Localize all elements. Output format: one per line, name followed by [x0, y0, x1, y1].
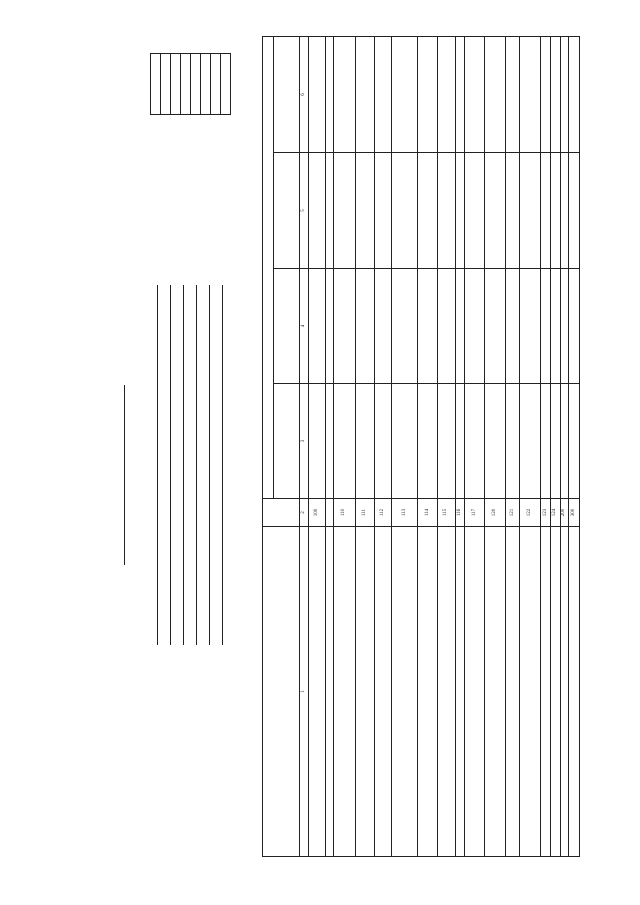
- value-cell[interactable]: [541, 153, 551, 269]
- row-code: 123: [541, 499, 551, 527]
- value-cell[interactable]: [391, 153, 418, 269]
- okei-label: [220, 119, 230, 205]
- field-underline: [183, 285, 184, 645]
- value-cell[interactable]: [334, 269, 356, 384]
- table-row: [455, 37, 465, 857]
- value-cell[interactable]: [569, 37, 580, 153]
- form-label: [160, 119, 170, 205]
- value-cell[interactable]: [437, 37, 455, 153]
- value-cell[interactable]: [465, 269, 484, 384]
- value-cell[interactable]: [308, 153, 325, 269]
- code-row-label: [210, 119, 220, 205]
- value-cell[interactable]: [506, 37, 519, 153]
- col-number: 5: [300, 153, 308, 269]
- value-cell[interactable]: [334, 153, 356, 269]
- obligations-table: [262, 36, 580, 857]
- header-col6: [273, 37, 300, 153]
- value-cell[interactable]: [519, 153, 541, 269]
- value-cell[interactable]: [569, 384, 580, 499]
- row-code: 112: [375, 499, 392, 527]
- codes-header-spacer: [150, 119, 160, 205]
- value-cell[interactable]: [550, 153, 560, 269]
- row-label: [569, 527, 580, 857]
- date-label: [170, 119, 180, 205]
- value-cell[interactable]: [541, 269, 551, 384]
- value-cell[interactable]: [437, 269, 455, 384]
- table-row: [437, 37, 455, 857]
- row-code: [325, 499, 333, 527]
- value-cell[interactable]: [325, 384, 333, 499]
- table-row: [484, 37, 506, 857]
- value-cell[interactable]: [560, 269, 568, 384]
- value-cell[interactable]: [560, 37, 568, 153]
- row-label: [391, 527, 418, 857]
- row-code: 111: [355, 499, 374, 527]
- value-cell[interactable]: [375, 153, 392, 269]
- row-code: 121: [506, 499, 519, 527]
- table-row: [334, 37, 356, 857]
- unit-row: [231, 545, 249, 845]
- value-cell[interactable]: [455, 269, 465, 384]
- table-row: [465, 37, 484, 857]
- row-label: [519, 527, 541, 857]
- value-cell[interactable]: [391, 269, 418, 384]
- value-cell[interactable]: [550, 384, 560, 499]
- value-cell[interactable]: [375, 384, 392, 499]
- header-col5: [273, 153, 300, 269]
- row-label: [550, 527, 560, 857]
- row-code: 100: [308, 499, 325, 527]
- code-row-value: [181, 54, 191, 114]
- value-cell[interactable]: [418, 384, 437, 499]
- value-cell[interactable]: [418, 153, 437, 269]
- row-label: [325, 527, 333, 857]
- row-label: [355, 527, 374, 857]
- row-label: [465, 527, 484, 857]
- table-row: [569, 37, 580, 857]
- value-cell[interactable]: [560, 153, 568, 269]
- value-cell[interactable]: [437, 384, 455, 499]
- value-cell[interactable]: [484, 384, 506, 499]
- row-label: [506, 527, 519, 857]
- code-row-value: [191, 54, 201, 114]
- header-col4: [273, 269, 300, 384]
- value-cell[interactable]: [375, 37, 392, 153]
- row-label: [418, 527, 437, 857]
- header-field: [161, 285, 174, 845]
- header-field: [148, 285, 161, 845]
- value-cell[interactable]: [455, 153, 465, 269]
- value-cell[interactable]: [465, 37, 484, 153]
- table-row: [308, 37, 325, 857]
- value-cell[interactable]: [455, 384, 465, 499]
- codes-labels: [150, 119, 230, 205]
- value-cell[interactable]: [355, 269, 374, 384]
- value-cell[interactable]: [519, 37, 541, 153]
- row-label: [560, 527, 568, 857]
- field-underline: [170, 285, 171, 645]
- value-cell[interactable]: [550, 269, 560, 384]
- col-number: 4: [300, 269, 308, 384]
- table-row: [375, 37, 392, 857]
- value-cell[interactable]: [391, 384, 418, 499]
- value-cell[interactable]: [325, 269, 333, 384]
- value-cell[interactable]: [418, 269, 437, 384]
- value-cell[interactable]: [375, 269, 392, 384]
- row-code: 200: [560, 499, 568, 527]
- header-field: [200, 285, 213, 845]
- header-group: [263, 37, 274, 499]
- value-cell[interactable]: [465, 384, 484, 499]
- row-label: [308, 527, 325, 857]
- table-row: [418, 37, 437, 857]
- codes-box: [150, 53, 231, 115]
- table-row: [506, 37, 519, 857]
- field-underline: [209, 285, 210, 645]
- row-code: 124: [550, 499, 560, 527]
- col-number: 3: [300, 384, 308, 499]
- value-cell[interactable]: [569, 153, 580, 269]
- value-cell[interactable]: [355, 153, 374, 269]
- row-code: 113: [391, 499, 418, 527]
- value-cell[interactable]: [560, 384, 568, 499]
- header-name: [263, 527, 300, 857]
- value-cell[interactable]: [506, 384, 519, 499]
- header-fields: [148, 285, 226, 845]
- code-row-value: [211, 54, 221, 114]
- value-cell[interactable]: [355, 384, 374, 499]
- value-cell[interactable]: [506, 153, 519, 269]
- row-code: 122: [519, 499, 541, 527]
- value-cell[interactable]: [325, 37, 333, 153]
- value-cell[interactable]: [391, 37, 418, 153]
- value-cell[interactable]: [569, 269, 580, 384]
- field-underline: [157, 285, 158, 645]
- value-cell[interactable]: [519, 384, 541, 499]
- row-code: 114: [418, 499, 437, 527]
- row-code: 116: [455, 499, 465, 527]
- table-row: [391, 37, 418, 857]
- code-row-value: [201, 54, 211, 114]
- row-code: 120: [484, 499, 506, 527]
- value-cell[interactable]: [484, 153, 506, 269]
- value-cell[interactable]: [541, 384, 551, 499]
- row-label: [455, 527, 465, 857]
- header-code: [263, 499, 300, 527]
- header-col3: [273, 384, 300, 499]
- row-label: [541, 527, 551, 857]
- value-cell[interactable]: [550, 37, 560, 153]
- value-cell[interactable]: [308, 269, 325, 384]
- value-cell[interactable]: [506, 269, 519, 384]
- col-number: 6: [300, 37, 308, 153]
- value-cell[interactable]: [519, 269, 541, 384]
- table-row: [550, 37, 560, 857]
- okei-value: [221, 54, 231, 114]
- value-cell[interactable]: [355, 37, 374, 153]
- table-row: [355, 37, 374, 857]
- date-value: [171, 54, 181, 114]
- row-label: [334, 527, 356, 857]
- value-cell[interactable]: [455, 37, 465, 153]
- row-code: 300: [569, 499, 580, 527]
- field-underline: [196, 285, 197, 645]
- value-cell[interactable]: [484, 37, 506, 153]
- header-field: [187, 285, 200, 845]
- row-code: 115: [437, 499, 455, 527]
- row-code: 110: [334, 499, 356, 527]
- value-cell[interactable]: [308, 37, 325, 153]
- code-row-label: [180, 119, 190, 205]
- date-underline: [124, 385, 125, 565]
- row-label: [484, 527, 506, 857]
- value-cell[interactable]: [541, 37, 551, 153]
- value-cell[interactable]: [325, 153, 333, 269]
- column-number-row: [300, 37, 308, 857]
- table-row: [560, 37, 568, 857]
- table-body: [308, 37, 579, 857]
- value-cell[interactable]: [334, 37, 356, 153]
- col-number: 1: [300, 527, 308, 857]
- value-cell[interactable]: [437, 153, 455, 269]
- value-cell[interactable]: [484, 269, 506, 384]
- header-field: [174, 285, 187, 845]
- value-cell[interactable]: [418, 37, 437, 153]
- row-label: [437, 527, 455, 857]
- code-row-label: [190, 119, 200, 205]
- header-field: [213, 285, 226, 845]
- table-row: [325, 37, 333, 857]
- field-underline: [222, 285, 223, 645]
- value-cell[interactable]: [334, 384, 356, 499]
- row-label: [375, 527, 392, 857]
- form-code: [161, 54, 171, 114]
- table-row: [541, 37, 551, 857]
- code-row-label: [200, 119, 210, 205]
- value-cell[interactable]: [308, 384, 325, 499]
- table-header-row: [263, 37, 274, 857]
- codes-header: [151, 54, 161, 114]
- value-cell[interactable]: [465, 153, 484, 269]
- col-number: 2: [300, 499, 308, 527]
- row-code: 117: [465, 499, 484, 527]
- table-row: [519, 37, 541, 857]
